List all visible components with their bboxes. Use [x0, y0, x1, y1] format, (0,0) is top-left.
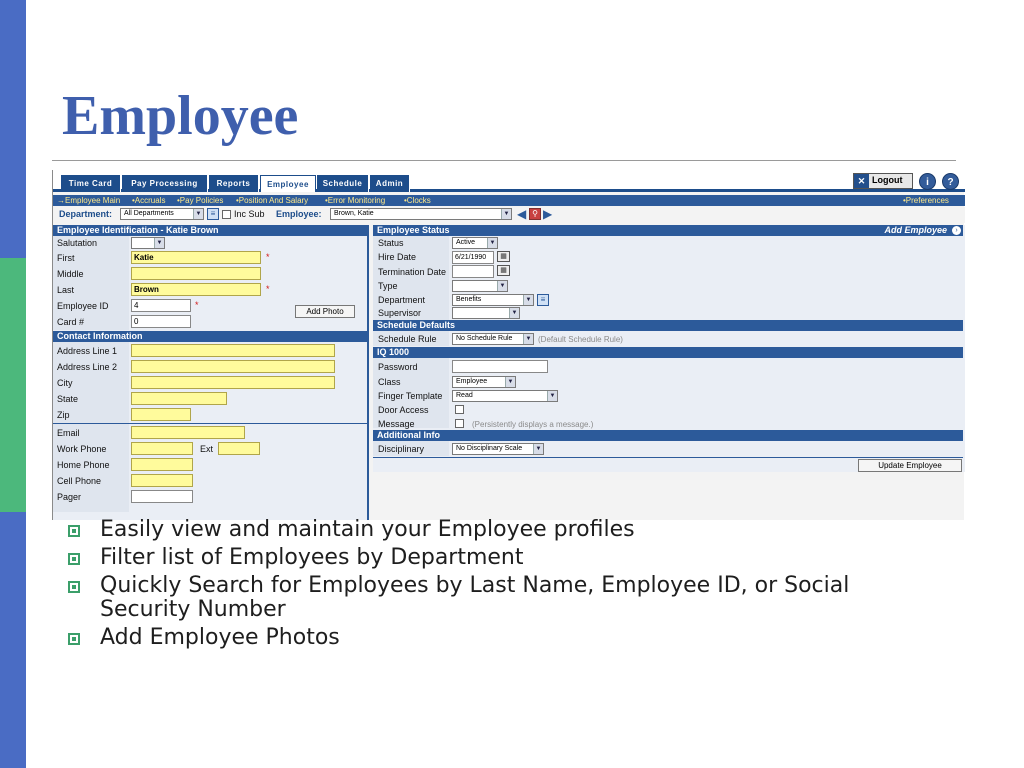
- status-value: Active: [456, 239, 476, 246]
- tab-pay-processing[interactable]: Pay Processing: [122, 175, 208, 192]
- chevron-down-icon: ▼: [193, 209, 203, 219]
- termination-date-label: Termination Date: [378, 267, 447, 277]
- required-marker: *: [266, 252, 270, 262]
- chevron-down-icon: ▼: [533, 444, 543, 454]
- calendar-icon[interactable]: ▦: [497, 251, 510, 262]
- bullet-marker-icon: [68, 581, 80, 593]
- subnav-error-monitoring[interactable]: •Error Monitoring: [325, 196, 386, 205]
- work-phone-label: Work Phone: [57, 444, 107, 454]
- class-label: Class: [378, 377, 401, 387]
- card-number-input[interactable]: 0: [131, 315, 191, 328]
- schedule-rule-select[interactable]: [452, 333, 534, 345]
- disciplinary-label: Disciplinary: [378, 444, 425, 454]
- finger-template-select[interactable]: [452, 390, 558, 402]
- employee-filter-label: Employee:: [276, 209, 322, 219]
- calendar-icon[interactable]: ▦: [497, 265, 510, 276]
- bullet-text: Filter list of Employees by Department: [100, 545, 524, 570]
- subnav-pay-policies[interactable]: •Pay Policies: [177, 196, 224, 205]
- subnav-accruals[interactable]: •Accruals: [132, 196, 166, 205]
- add-employee-link[interactable]: Add Employee: [884, 225, 947, 235]
- address-line-2-label: Address Line 2: [57, 362, 118, 372]
- list-icon[interactable]: ≡: [537, 294, 549, 306]
- supervisor-label: Supervisor: [378, 308, 422, 318]
- previous-employee-icon[interactable]: ◀: [517, 207, 527, 221]
- finger-template-value: Read: [456, 392, 473, 399]
- message-label: Message: [378, 419, 415, 429]
- bullet-item: [66, 546, 946, 570]
- cell-phone-input[interactable]: [131, 474, 193, 487]
- supervisor-select[interactable]: [452, 307, 520, 319]
- bullet-list: [66, 518, 946, 654]
- status-label: Status: [378, 238, 404, 248]
- email-input[interactable]: [131, 426, 245, 439]
- schedule-rule-hint: (Default Schedule Rule): [538, 335, 623, 344]
- contact-heading: Contact Information: [53, 331, 367, 342]
- sub-nav: [53, 195, 965, 206]
- bullet-marker-icon: [68, 553, 80, 565]
- home-phone-label: Home Phone: [57, 460, 110, 470]
- inc-sub-checkbox[interactable]: [222, 210, 231, 219]
- termination-date-input[interactable]: [452, 265, 494, 278]
- logout-label: Logout: [872, 175, 903, 185]
- work-phone-input[interactable]: [131, 442, 193, 455]
- department-select[interactable]: [452, 294, 534, 306]
- title-divider: [52, 160, 956, 161]
- schedule-rule-label: Schedule Rule: [378, 334, 437, 344]
- type-select[interactable]: [452, 280, 508, 292]
- status-heading: [373, 225, 963, 236]
- hire-date-input[interactable]: 6/21/1990: [452, 251, 494, 264]
- subnav-employee-main[interactable]: →Employee Main: [57, 196, 121, 205]
- hire-date-label: Hire Date: [378, 252, 417, 262]
- close-icon: ✕: [854, 174, 869, 188]
- chevron-down-icon: ▼: [505, 377, 515, 387]
- bullet-item: [66, 518, 946, 542]
- disciplinary-value: No Disciplinary Scale: [456, 445, 523, 452]
- last-name-label: Last: [57, 285, 75, 295]
- app-window: [52, 170, 964, 520]
- department-value: Benefits: [456, 296, 482, 303]
- door-access-label: Door Access: [378, 405, 429, 415]
- password-input[interactable]: [452, 360, 548, 373]
- password-label: Password: [378, 362, 418, 372]
- subnav-clocks[interactable]: •Clocks: [404, 196, 431, 205]
- bullet-text: Easily view and maintain your Employee profiles: [100, 517, 635, 542]
- bullet-item: [66, 574, 946, 622]
- subnav-position-salary[interactable]: •Position And Salary: [236, 196, 309, 205]
- bullet-text: Quickly Search for Employees by Last Name, Employee ID, or Social Security Number: [100, 573, 850, 622]
- tab-time-card[interactable]: Time Card: [61, 175, 121, 192]
- address-line-2-input[interactable]: [131, 360, 335, 373]
- department-filter-label: Department:: [59, 209, 113, 219]
- class-value: Employee: [456, 378, 488, 385]
- state-label: State: [57, 394, 79, 404]
- subnav-preferences[interactable]: •Preferences: [903, 196, 949, 205]
- update-employee-button[interactable]: Update Employee: [858, 459, 962, 472]
- department-filter-select[interactable]: [120, 208, 204, 220]
- chevron-down-icon: ▼: [497, 281, 507, 291]
- bullet-text: Add Employee Photos: [100, 625, 340, 650]
- employee-id-input[interactable]: 4: [131, 299, 191, 312]
- schedule-defaults-heading: Schedule Defaults: [373, 320, 963, 331]
- zip-label: Zip: [57, 410, 70, 420]
- city-label: City: [57, 378, 73, 388]
- employee-status-panel: [373, 225, 965, 472]
- department-label: Department: [378, 295, 426, 305]
- schedule-rule-value: No Schedule Rule: [456, 335, 513, 342]
- finger-template-label: Finger Template: [378, 391, 443, 401]
- section-divider: [373, 457, 963, 458]
- city-input[interactable]: [131, 376, 335, 389]
- employee-filter-select[interactable]: [330, 208, 512, 220]
- bullet-item: [66, 626, 946, 650]
- tab-reports[interactable]: Reports: [209, 175, 259, 192]
- middle-name-input[interactable]: [131, 267, 261, 280]
- filter-bar: [53, 207, 965, 223]
- middle-name-label: Middle: [57, 269, 84, 279]
- inc-sub-label: Inc Sub: [234, 209, 265, 219]
- disciplinary-select[interactable]: [452, 443, 544, 455]
- status-heading-text: Employee Status: [377, 225, 450, 235]
- message-hint: (Persistently displays a message.): [472, 420, 594, 429]
- slide-accent-bar: [0, 258, 26, 512]
- type-label: Type: [378, 281, 398, 291]
- employee-identification-panel: [53, 225, 369, 520]
- bullet-marker-icon: [68, 525, 80, 537]
- chevron-down-icon: ▼: [487, 238, 497, 248]
- pager-label: Pager: [57, 492, 82, 502]
- employee-id-label: Employee ID: [57, 301, 109, 311]
- additional-info-heading: Additional Info: [373, 430, 963, 441]
- slide-title: Employee: [62, 85, 299, 147]
- logout-button[interactable]: [853, 173, 913, 189]
- bullet-marker-icon: [68, 633, 80, 645]
- state-input[interactable]: [131, 392, 227, 405]
- pager-input[interactable]: [131, 490, 193, 503]
- tab-schedule[interactable]: Schedule: [317, 175, 369, 192]
- address-line-1-input[interactable]: [131, 344, 335, 357]
- first-name-label: First: [57, 253, 75, 263]
- help-icon[interactable]: ?: [942, 173, 959, 190]
- list-icon[interactable]: ≡: [207, 208, 219, 220]
- label-column: [53, 236, 129, 330]
- chevron-down-icon: ▼: [501, 209, 511, 219]
- add-photo-button[interactable]: Add Photo: [295, 305, 355, 318]
- chevron-down-icon: ▼: [509, 308, 519, 318]
- section-divider: [53, 423, 367, 424]
- required-marker: *: [195, 300, 199, 310]
- chevron-down-icon: ▼: [154, 238, 164, 248]
- employee-filter-value: Brown, Katie: [334, 210, 374, 217]
- email-label: Email: [57, 428, 80, 438]
- next-employee-icon[interactable]: ▶: [543, 207, 553, 221]
- info-icon[interactable]: i: [919, 173, 936, 190]
- chevron-down-icon: ▼: [523, 295, 533, 305]
- ext-label: Ext: [200, 444, 214, 454]
- chevron-down-icon: ▼: [547, 391, 557, 401]
- tab-admin[interactable]: Admin: [370, 175, 410, 192]
- search-icon[interactable]: ⚲: [529, 208, 541, 220]
- chevron-down-icon: ▼: [523, 334, 533, 344]
- class-select[interactable]: [452, 376, 516, 388]
- salutation-select[interactable]: [131, 237, 165, 249]
- last-name-input[interactable]: Brown: [131, 283, 261, 296]
- card-number-label: Card #: [57, 317, 85, 327]
- first-name-input[interactable]: Katie: [131, 251, 261, 264]
- identification-heading: Employee Identification - Katie Brown: [53, 225, 367, 236]
- zip-input[interactable]: [131, 408, 191, 421]
- arrow-right-icon[interactable]: ›: [952, 226, 961, 235]
- required-marker: *: [266, 284, 270, 294]
- status-select[interactable]: [452, 237, 498, 249]
- tab-employee[interactable]: Employee: [260, 175, 316, 192]
- cell-phone-label: Cell Phone: [57, 476, 102, 486]
- work-phone-ext-input[interactable]: [218, 442, 260, 455]
- door-access-checkbox[interactable]: [455, 405, 464, 414]
- iq1000-heading: IQ 1000: [373, 347, 963, 358]
- salutation-label: Salutation: [57, 238, 98, 248]
- main-nav: [53, 170, 965, 192]
- department-filter-value: All Departments: [124, 210, 174, 217]
- home-phone-input[interactable]: [131, 458, 193, 471]
- address-line-1-label: Address Line 1: [57, 346, 118, 356]
- message-checkbox[interactable]: [455, 419, 464, 428]
